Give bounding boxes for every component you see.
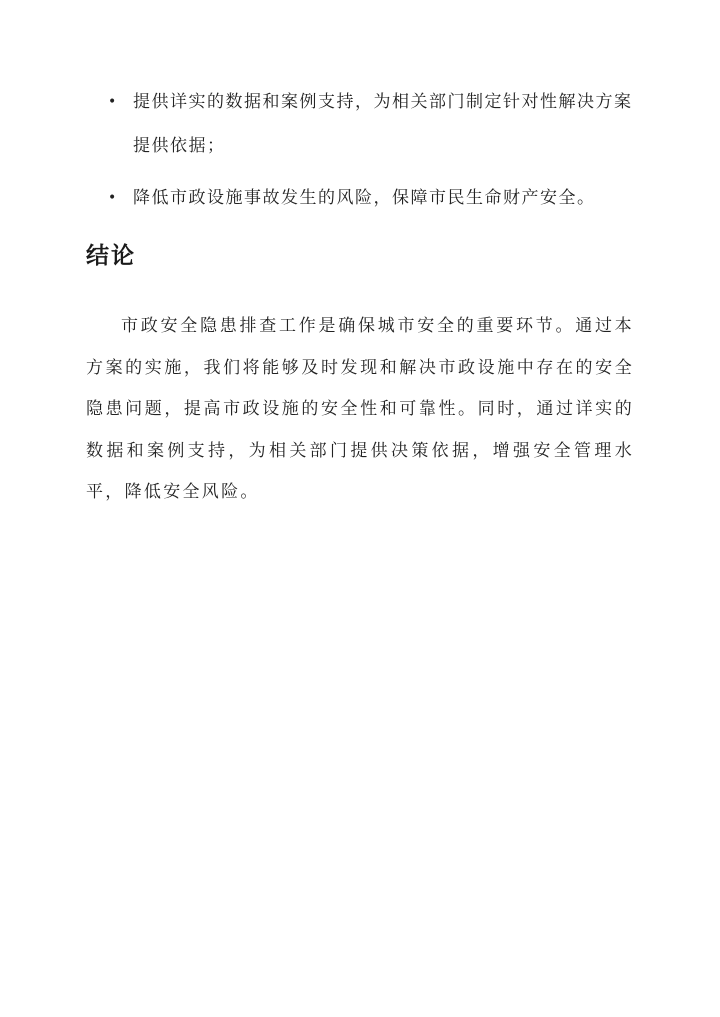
bullet-list (108, 80, 638, 228)
bullet-text: 提供详实的数据和案例支持，为相关部门制定针对性解决方案提供依据； (133, 92, 633, 156)
section-heading-conclusion: 结论 (86, 243, 136, 269)
bullet-marker: • (108, 190, 118, 206)
bullet-marker: • (108, 94, 118, 110)
conclusion-paragraph: 市政安全隐患排查工作是确保城市安全的重要环节。通过本方案的实施，我们将能够及时发现和解决市政设施中存在的安全隐患问题，提高市政设施的安全性和可靠性。同时，通过详实的数据和案例支持，为相关部门提供决策依据，增强安全管理水平，降低安全风险。 (86, 316, 634, 502)
list-item (108, 176, 638, 220)
list-item (108, 80, 638, 168)
bullet-text: 降低市政设施事故发生的风险，保障市民生命财产安全。 (133, 188, 596, 208)
